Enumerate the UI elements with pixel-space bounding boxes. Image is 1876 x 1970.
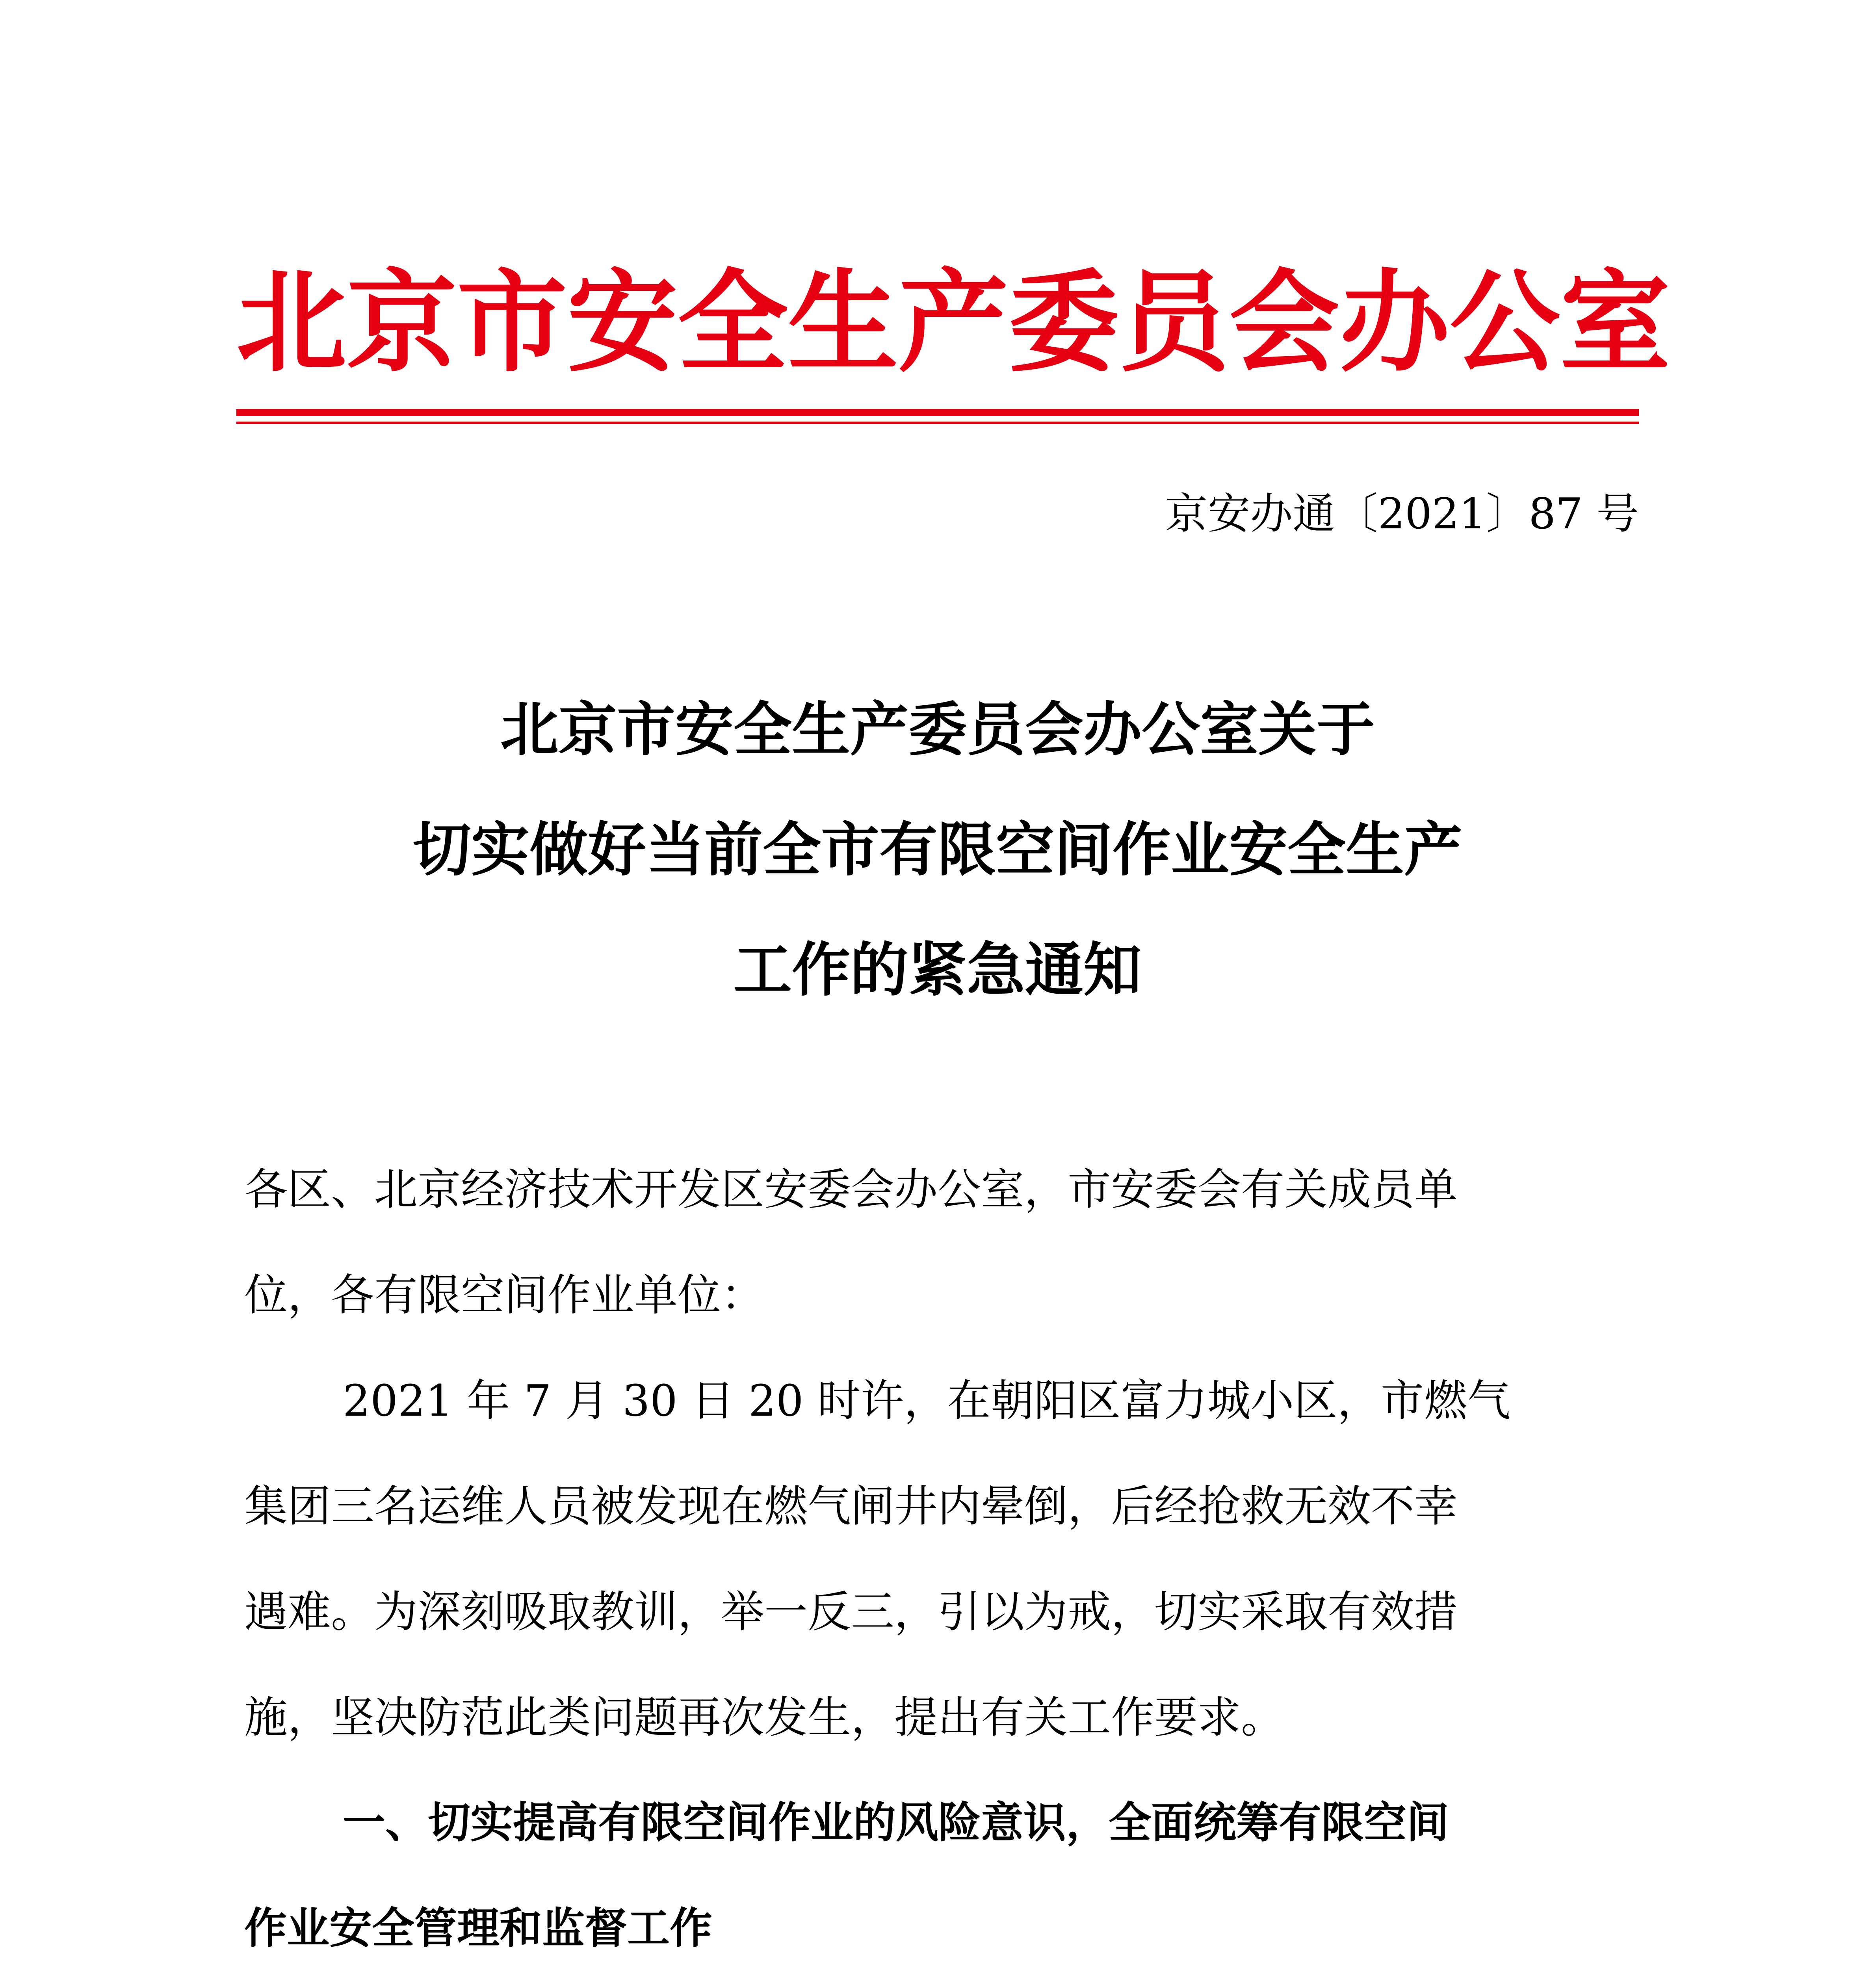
document-title bbox=[236, 670, 1639, 1030]
section-heading-line: 一、切实提高有限空间作业的风险意识，全面统筹有限空间 bbox=[343, 1798, 1449, 1847]
issuer-heading: 北京市安全生产委员会办公室 bbox=[236, 259, 1670, 387]
section-heading-line: 作业安全管理和监督工作 bbox=[244, 1904, 713, 1953]
title-line: 切实做好当前全市有限空间作业安全生产 bbox=[413, 816, 1462, 884]
header-rule-thin bbox=[236, 422, 1639, 424]
document-number: 京安办通〔2021〕87 号 bbox=[1165, 489, 1639, 539]
document-body bbox=[244, 1137, 1647, 1970]
header-rule-thick bbox=[236, 409, 1639, 416]
intro-paragraph-line: 施，坚决防范此类问题再次发生，提出有关工作要求。 bbox=[244, 1692, 1284, 1743]
title-line: 工作的紧急通知 bbox=[734, 936, 1142, 1004]
salutation-line: 位，各有限空间作业单位： bbox=[244, 1270, 764, 1320]
intro-paragraph-line: 遇难。为深刻吸取教训，举一反三，引以为戒，切实采取有效措 bbox=[244, 1587, 1458, 1637]
intro-paragraph-line: 集团三名运维人员被发现在燃气闸井内晕倒，后经抢救无效不幸 bbox=[244, 1481, 1458, 1531]
title-line: 北京市安全生产委员会办公室关于 bbox=[500, 696, 1375, 764]
salutation-line: 各区、北京经济技术开发区安委会办公室，市安委会有关成员单 bbox=[244, 1164, 1458, 1215]
intro-paragraph-line: 2021 年 7 月 30 日 20 时许，在朝阳区富力城小区，市燃气 bbox=[343, 1375, 1511, 1426]
header-red-rule bbox=[236, 409, 1639, 424]
